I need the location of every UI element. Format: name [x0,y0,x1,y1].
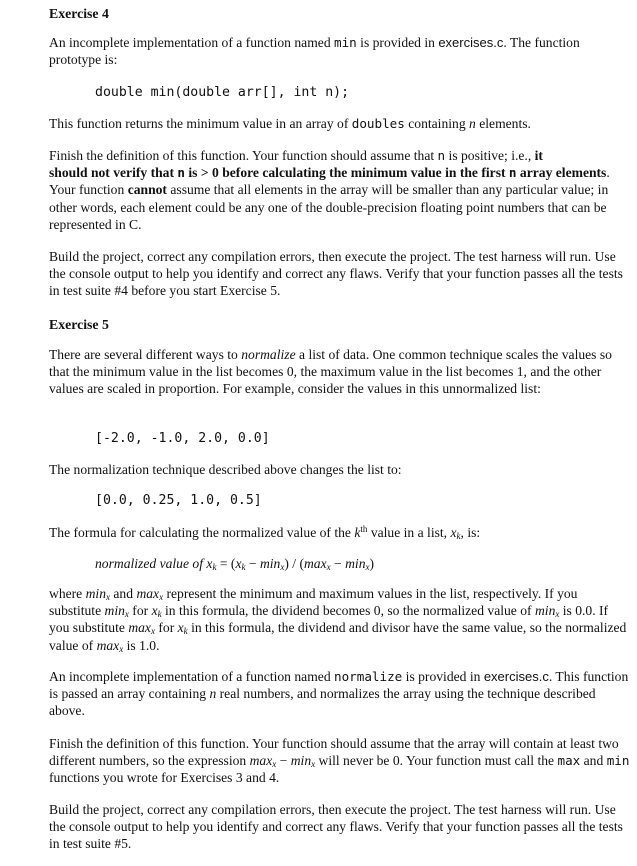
function-prototype: double min(double arr[], int n); [95,85,350,100]
ex4-build-paragraph: Build the project, correct any compilation errors, then execute the project. The test harness will run. Use the console output to help you identify and correct any flaws. Verify that your function passes all the tests in test suite #4 before you start Exercise 5. [49,249,623,299]
ex5-changes-paragraph: The normalization technique described above changes the list to: [49,462,402,477]
ex5-where-paragraph: where $\min_x$ and $\max_x$ represent the minimum and maximum values in the list, respectively. If you substitute $\min_x$ for $x_k$ in this formula, the dividend becomes 0, so the normalized value of $\min_x$ is 0.0. If you substitute $\max_x$ for $x_k$ in this formula, the dividend and divisor have the same value, so the normalized value of $\max_x$ is 1.0. [49,586,627,654]
ex4-returns-paragraph: This function returns the minimum value in an array of doubles containing n elements. [49,116,531,131]
ex5-formula-intro: The formula for calculating the normalized value of the $k^{th}$ value in a list, $x_k$, is: [49,524,481,541]
ex5-normalize-impl-paragraph: An incomplete implementation of a function named normalize is provided in exercises.c. This function is passed an array containing n real numbers, and normalizes the array using the technique described above. [49,669,629,719]
ex5-build-paragraph: Build the project, correct any compilation errors, then execute the project. The test harness will run. Use the console output to help you identify and correct any flaws. Verify that your function passes all the tests in test suite #5. [49,802,623,852]
ex4-intro-paragraph: An incomplete implementation of a function named min is provided in exercises.c. The function prototype is: [49,35,580,68]
ex5-intro-paragraph: There are several different ways to normalize a list of data. One common technique scales the values so that the minimum value in the list becomes 0, the maximum value in the list becomes 1, and the other values are scaled in proportion. For example, consider the values in this unnormalized list: [49,347,612,397]
ex5-finish-paragraph: Finish the definition of this function. Your function should assume that the array will contain at least two different numbers, so the expression $\max_x - \min_x$ will never be 0. Your function must call the max and min functions you wrote for Exercises 3 and 4. [49,736,630,786]
normalized-list: [0.0, 0.25, 1.0, 0.5] [95,493,262,508]
ex4-finish-paragraph: Finish the definition of this function. Your function should assume that n is positive; i.e., it should not verify that n is > 0 before calculating the minimum value in the first n array elements. Your function cannot assume that all elements in the array will be smaller than any particular value; in other words, each element could be any one of the double-precision floating point numbers that can be represented in C. [49,148,610,232]
normalization-formula: normalized value of $x_k = (x_k - \min_x) / (\max_x - \min_x)$ [95,556,375,572]
exercise-4-heading: Exercise 4 [49,6,109,21]
exercise-5-heading: Exercise 5 [49,317,109,332]
unnormalized-list: [-2.0, -1.0, 2.0, 0.0] [95,431,270,446]
